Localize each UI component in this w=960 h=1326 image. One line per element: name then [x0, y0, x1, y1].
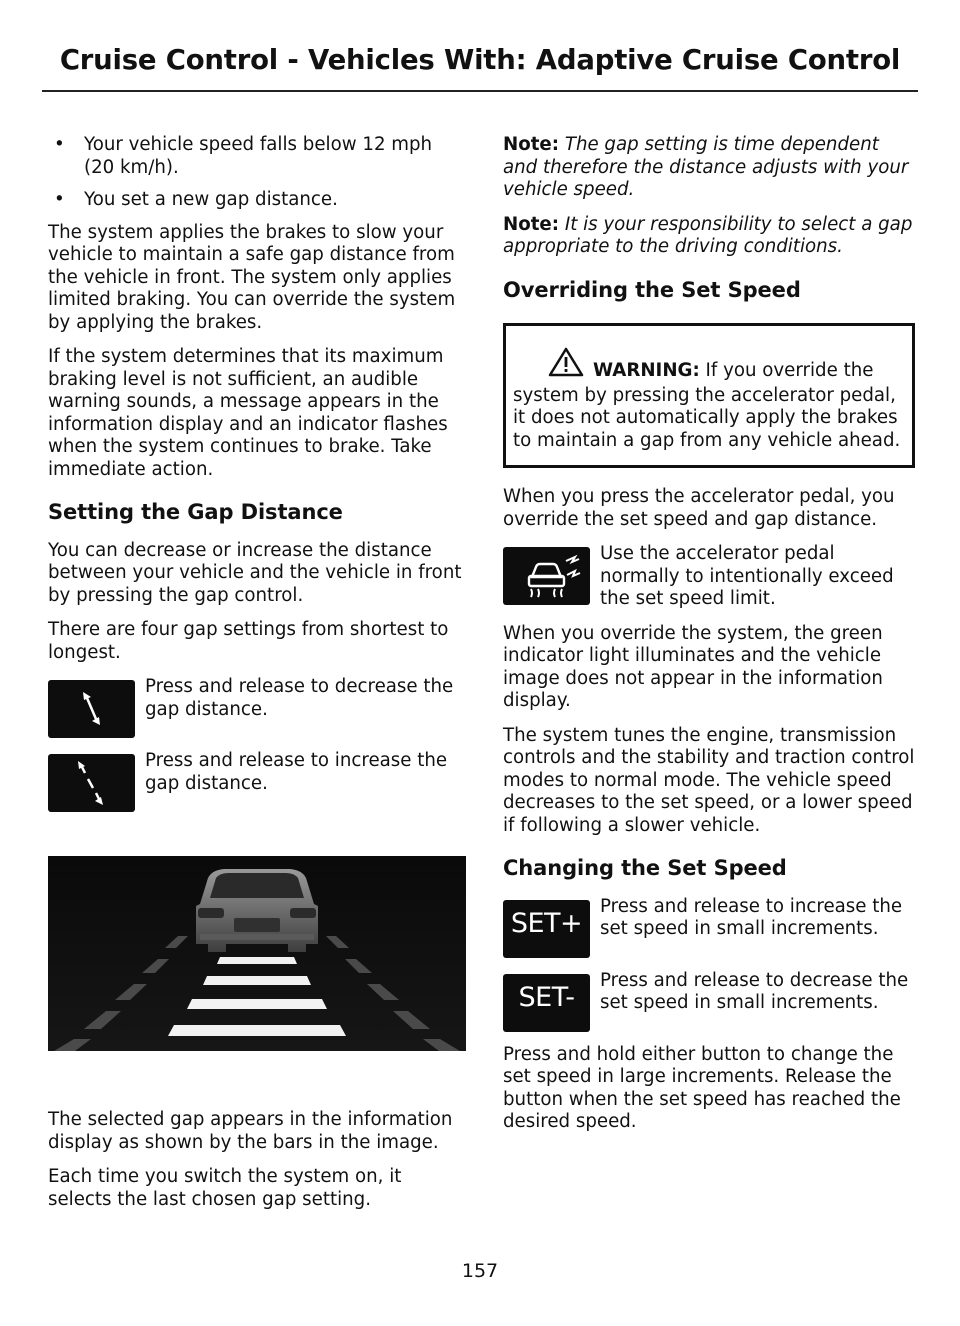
set-minus-text: Press and release to decrease the set speed in small increments. [600, 969, 909, 1013]
warning-text: If you override the system by pressing the accelerator pedal, it does not automatically apply the brakes to maintain a gap from any vehicle ahead. [513, 360, 901, 451]
page-number: 157 [461, 1260, 499, 1282]
bullet-text: Your vehicle speed falls below 12 mph (20 km/h). [84, 134, 433, 178]
decrease-gap-row [48, 676, 462, 738]
note-text: It is your responsibility to select a gap appropriate to the driving conditions. [503, 213, 913, 257]
traction-override-icon [503, 547, 590, 605]
paragraph: The system applies the brakes to slow your vehicle to maintain a safe gap distance from the vehicle in front. The system only applies limited braking. You can override the system by applying the brakes. [48, 221, 456, 333]
paragraph: You can decrease or increase the distance between your vehicle and the vehicle in front by pressing the gap control. [48, 539, 462, 606]
bullet-dot: • [54, 134, 65, 155]
set-plus-row [503, 896, 915, 958]
section-heading-gap: Setting the Gap Distance [48, 500, 343, 524]
accelerator-text: Use the accelerator pedal normally to intentionally exceed the set speed limit. [600, 543, 894, 609]
section-heading-override: Overriding the Set Speed [503, 277, 801, 302]
warning-triangle-icon [547, 346, 585, 385]
note-text: The gap setting is time dependent and therefore the distance adjusts with your vehicle speed. [503, 134, 909, 200]
paragraph: When you press the accelerator pedal, you override the set speed and gap distance. [503, 486, 895, 530]
paragraph: If the system determines that its maximum braking level is not sufficient, an audible warning sounds, a message appears in the information display and an indicator flashes when the system continues to brake. Take immediate action. [48, 346, 448, 480]
bullet-dot: • [54, 189, 65, 210]
note [503, 134, 915, 202]
note [503, 214, 915, 259]
gap-display-car-image [48, 856, 466, 1051]
note-label: Note: [503, 213, 560, 235]
set-minus-button-icon [503, 974, 590, 1032]
paragraph: The selected gap appears in the information display as shown by the bars in the image. [48, 1109, 453, 1153]
bullet-item [48, 134, 462, 179]
left-column [48, 134, 462, 1223]
increase-gap-row [48, 750, 462, 812]
warning-box [503, 323, 915, 468]
gap-decrease-icon [48, 680, 135, 738]
right-column [503, 134, 915, 1146]
paragraph: Press and hold either button to change the set speed in large increments. Release the button when the set speed has reached the desired speed. [503, 1043, 901, 1132]
set-plus-label: SET+ [510, 907, 583, 939]
page-header-title: Cruise Control - Vehicles With: Adaptive Cruise Control [59, 44, 901, 76]
bullet-text: You set a new gap distance. [84, 189, 338, 210]
bullet-item [48, 189, 462, 212]
gap-increase-icon [48, 754, 135, 812]
paragraph: When you override the system, the green indicator light illuminates and the vehicle image does not appear in the information display. [503, 622, 883, 711]
decrease-gap-text: Press and release to decrease the gap distance. [145, 676, 454, 720]
set-minus-label: SET- [518, 981, 575, 1013]
paragraph: The system tunes the engine, transmission controls and the stability and traction control modes to normal mode. The vehicle speed decreases to the set speed, or a lower speed if following a slower vehicle. [503, 724, 915, 836]
accelerator-row [503, 543, 915, 611]
warning-label: WARNING: [593, 360, 700, 381]
section-heading-change-speed: Changing the Set Speed [503, 856, 787, 880]
paragraph: There are four gap settings from shortest to longest. [48, 619, 449, 663]
increase-gap-text: Press and release to increase the gap distance. [145, 750, 448, 794]
note-label: Note: [503, 134, 560, 155]
set-plus-text: Press and release to increase the set speed in small increments. [600, 895, 903, 939]
set-minus-row [503, 970, 915, 1032]
paragraph: Each time you switch the system on, it selects the last chosen gap setting. [48, 1166, 402, 1210]
header-divider [42, 90, 918, 92]
set-plus-button-icon [503, 900, 590, 958]
